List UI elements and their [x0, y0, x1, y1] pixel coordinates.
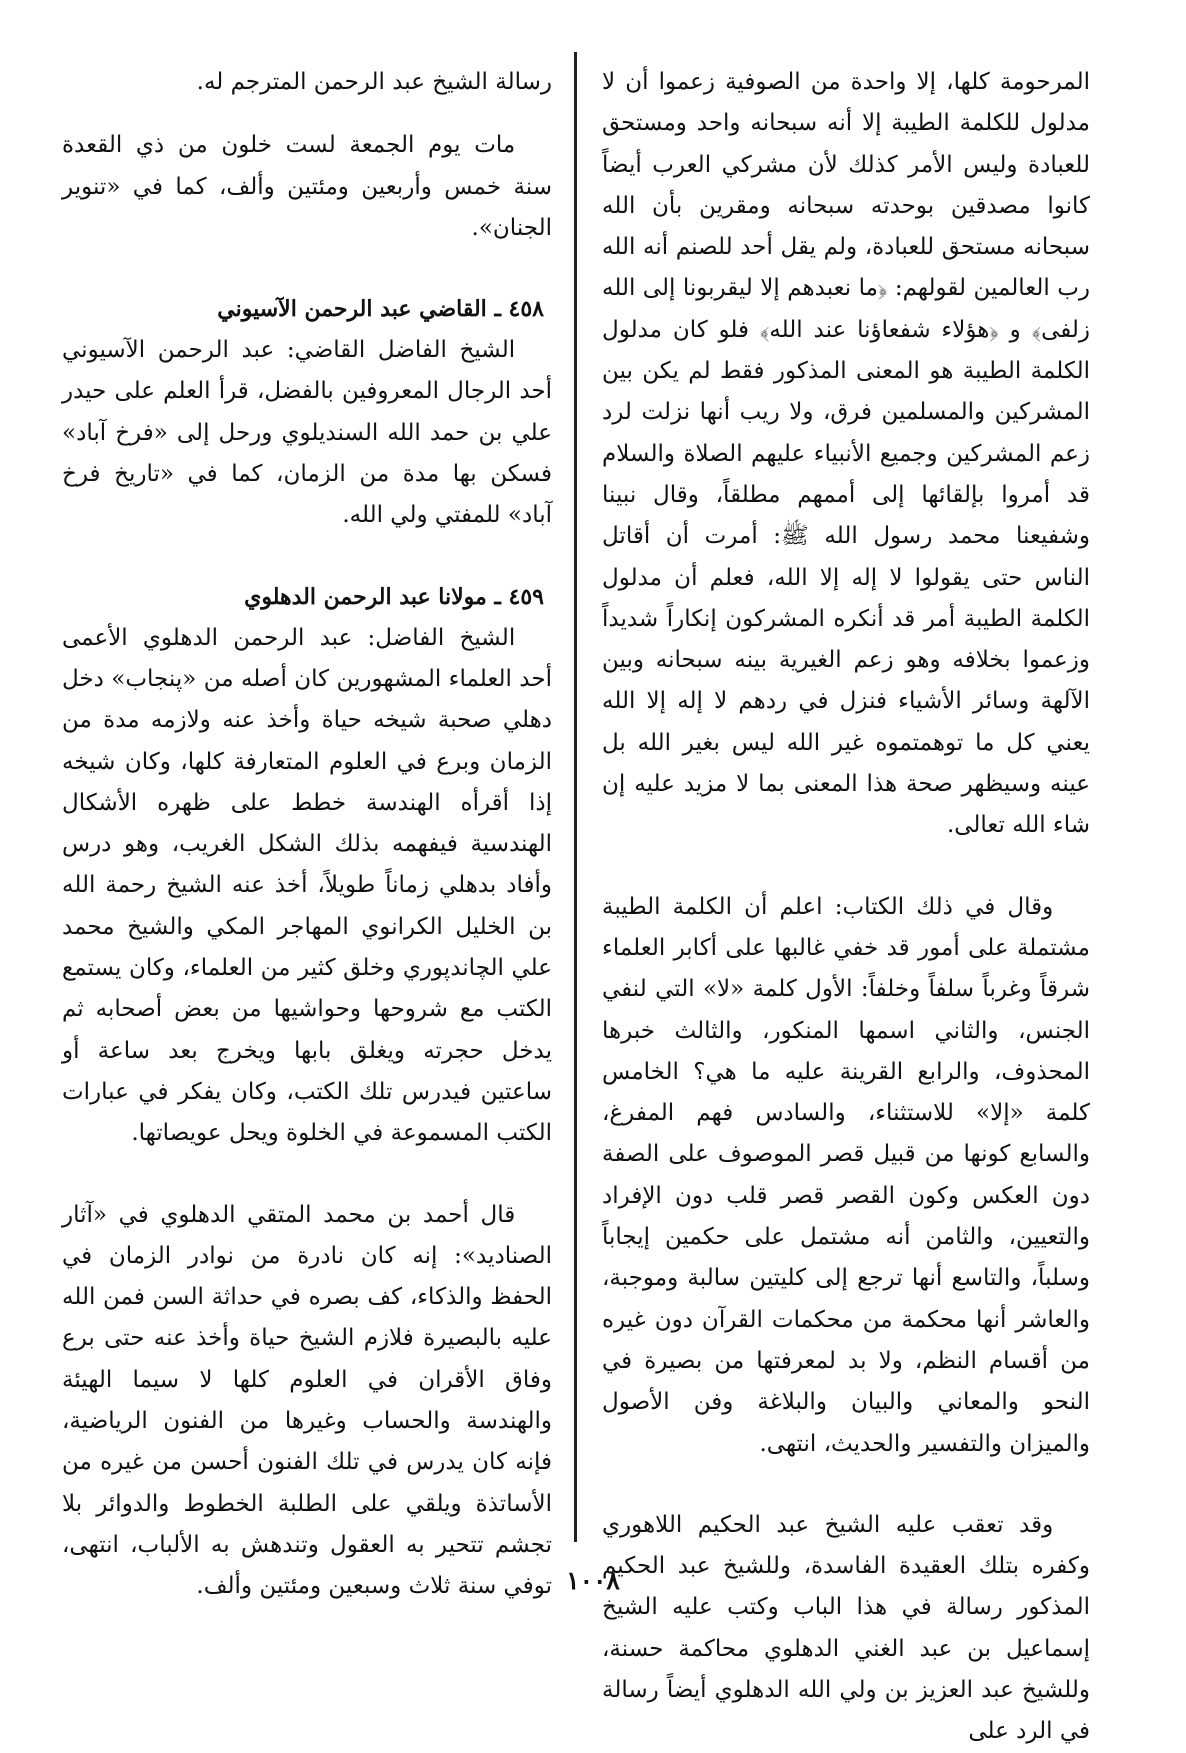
page-number: ١٠٠٨	[566, 1566, 620, 1595]
paragraph: وقد تعقب عليه الشيخ عبد الحكيم اللاهوري وكفره بتلك العقيدة الفاسدة، وللشيخ عبد الحكيم المذكور رسالة في هذا الباب وكتب عليه الشيخ إسماعيل بن عبد الغني الدهلوي محاكمة حسنة، وللشيخ عبد العزيز بن ولي الله الدهلوي أيضاً رسالة في الرد على	[602, 1511, 1090, 1745]
left-column	[62, 62, 552, 1608]
paragraph: الشيخ الفاضل: عبد الرحمن الدهلوي الأعمى أحد العلماء المشهورين كان أصله من «پنجاب» دخل دهلي صحبة شيخه حياة وأخذ عنه ولازمه مدة من الزمان وبرع في العلوم المتعارفة كلها، وكان شيخه إذا أقرأه الهندسة خطط على ظهره الأشكال الهندسية فيفهمه بذلك الشكل الغريب، وهو درس وأفاد بدهلي زماناً طويلاً، أخذ عنه الشيخ رحمة الله بن الخليل الكرانوي المهاجر المكي والشيخ محمد علي الچاندپوري وخلق كثير من العلماء، وكان يستمع الكتب مع شروحها وحواشيها من بعض أصحابه ثم يدخل حجرته ويغلق بابها ويخرج بعد ساعة أو ساعتين فيدرس تلك الكتب، وكان يفكر في عبارات الكتب المسموعة في الخلوة ويحل عويصاتها.	[62, 624, 552, 1147]
right-column	[602, 62, 1090, 1753]
death-note: مات يوم الجمعة لست خلون من ذي القعدة سنة خمس وأربعين ومئتين وألف، كما في «تنوير الجنان».	[62, 132, 552, 241]
paragraph: وقال في ذلك الكتاب: اعلم أن الكلمة الطيبة مشتملة على أمور قد خفي غالبها على أكابر العلماء شرقاً وغرباً سلفاً وخلفاً: الأول كلمة «لا» التي لنفي الجنس، والثاني اسمها المنكور، والثالث خبرها المحذوف، والرابع القرينة عليه ما هي؟ الخامس كلمة «إلا» للاستثناء، والسادس فهم المفرغ، والسابع كونها من قبيل قصر الموصوف على الصفة دون العكس وكون القصر قصر قلب دون الإفراد والتعيين، والثامن أنه مشتمل على حكمين إيجاباً وسلباً، والتاسع أنها ترجع إلى كليتين سالبة وموجبة، والعاشر أنها محكمة من محكمات القرآن دون غيره من أقسام النظم، ولا بد لمعرفتها من بصيرة في النحو والمعاني والبيان والبلاغة وفن الأصول والميزان والتفسير والحديث، انتهى.	[602, 893, 1090, 1457]
column-divider	[574, 52, 577, 1542]
paragraph: المرحومة كلها، إلا واحدة من الصوفية زعموا أن لا مدلول للكلمة الطيبة إلا أنه سبحانه واحد ومستحق للعبادة وليس الأمر كذلك لأن مشركي العرب أيضاً كانوا مصدقين بوحدته سبحانه ومقرين بأن الله سبحانه مستحق للعبادة، ولم يقل أحد للصنم أنه الله رب العالمين لقولهم: ﴿ما نعبدهم إلا ليقربونا إلى الله زلفى﴾ و ﴿هؤلاء شفعاؤنا عند الله﴾ فلو كان مدلول الكلمة الطيبة هو المعنى المذكور فقط لم يكن بين المشركين والمسلمين فرق، ولا ريب أنها نزلت لرد زعم المشركين وجميع الأنبياء عليهم الصلاة والسلام قد أمروا بإلقائها إلى أممهم مطلقاً، وقال نبينا وشفيعنا محمد رسول الله ﷺ: أمرت أن أقاتل الناس حتى يقولوا لا إله إلا الله، فعلم أن مدلول الكلمة الطيبة أمر قد أنكره المشركون إنكاراً شديداً وزعموا بخلافه وهو زعم الغيرية بينه سبحانه وبين الآلهة وسائر الأشياء فنزل في ردهم لا إله إلا الله يعني كل ما توهمتموه غير الله ليس بغير الله بل عينه وسيظهر صحة هذا المعنى بما لا مزيد عليه إن شاء الله تعالى.	[602, 69, 1090, 839]
entry-heading-458: ٤٥٨ ـ القاضي عبد الرحمن الآسيوني	[217, 296, 544, 323]
entry-heading-459: ٤٥٩ ـ مولانا عبد الرحمن الدهلوي	[244, 583, 544, 610]
paragraph: الشيخ الفاضل القاضي: عبد الرحمن الآسيوني أحد الرجال المعروفين بالفضل، قرأ العلم على حيدر علي بن حمد الله السنديلوي ورحل إلى «فرخ آباد» فسكن بها مدة من الزمان، كما في «تاريخ فرخ آباد» للمفتي ولي الله.	[62, 337, 552, 529]
paragraph: قال أحمد بن محمد المتقي الدهلوي في «آثار الصناديد»: إنه كان نادرة من نوادر الزمان في الحفظ والذكاء، كف بصره في حداثة السن فمن الله عليه بالبصيرة فلازم الشيخ حياة وأخذ عنه حتى برع وفاق الأقران في العلوم كلها لا سيما الهيئة والهندسة والحساب وغيرها من الفنون الرياضية، فإنه كان يدرس في تلك الفنون أحسن من غيره من الأساتذة ويلقي على الطلبة الخطوط والدوائر بلا تجشم تتحير به العقول وتندهش به الألباب، انتهى، توفي سنة ثلاث وسبعين ومئتين وألف.	[62, 1201, 552, 1600]
intro-line: رسالة الشيخ عبد الرحمن المترجم له.	[196, 69, 552, 95]
